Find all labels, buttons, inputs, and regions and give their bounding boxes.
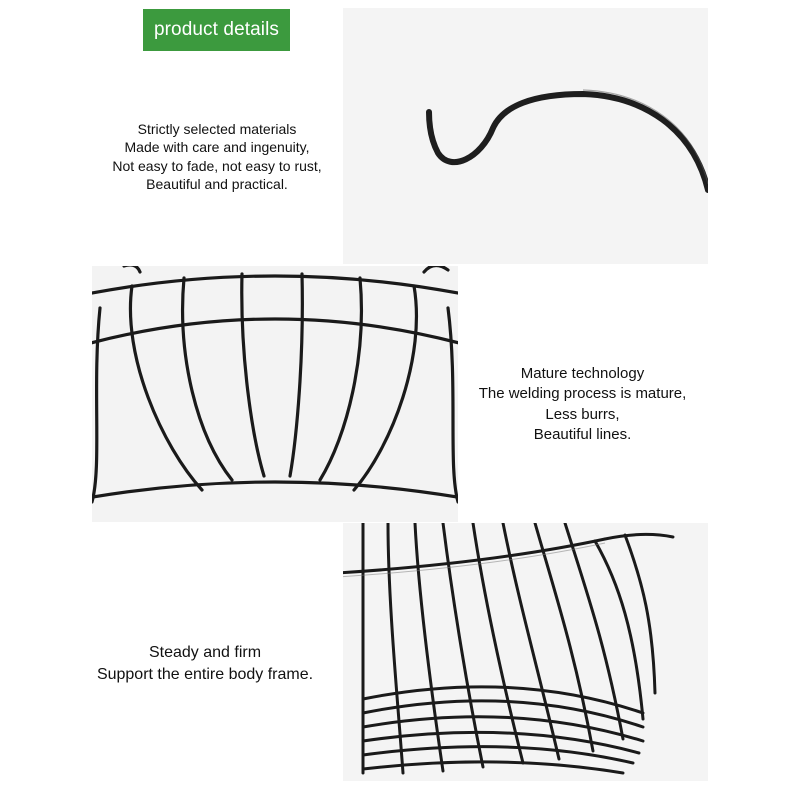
caption-line: Not easy to fade, not easy to rust,	[112, 157, 322, 174]
materials-caption	[92, 120, 342, 194]
hook-photo	[343, 8, 708, 264]
caption-line: Less burrs,	[545, 405, 620, 423]
product-details-badge: product details	[143, 9, 290, 51]
caption-line: Beautiful lines.	[533, 425, 632, 443]
caption-line: Mature technology	[520, 365, 645, 382]
caption-line: Steady and firm	[148, 644, 262, 661]
basket-base-photo	[343, 523, 708, 781]
caption-line: Made with care and ingenuity,	[124, 139, 310, 156]
basket-welding-photo	[92, 266, 458, 522]
caption-line: Beautiful and practical.	[146, 176, 288, 193]
caption-line: The welding process is mature,	[478, 385, 687, 403]
stability-caption	[75, 642, 335, 686]
caption-line: Support the entire body frame.	[96, 666, 314, 684]
caption-line: Strictly selected materials	[137, 121, 297, 137]
welding-caption	[455, 364, 710, 445]
